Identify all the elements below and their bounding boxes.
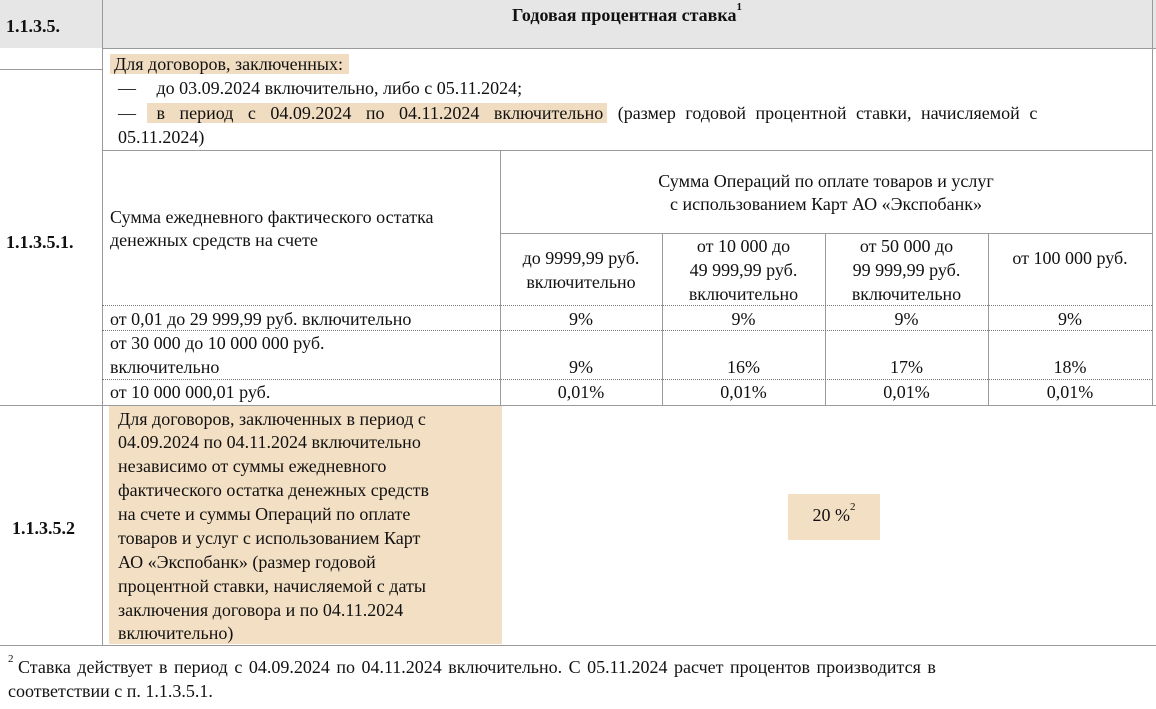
row-2-desc-line-6: товаров и услуг с использованием Карт (118, 528, 421, 548)
left-header-line-1: Сумма ежедневного фактического остатка (110, 207, 434, 227)
bullet-1-dash: — (118, 78, 136, 98)
bullet-2-dash: — (118, 103, 136, 123)
row-2-desc-line-4: фактического остатка денежных средств (118, 480, 429, 500)
section-title (102, 3, 1152, 27)
right-border (1152, 0, 1153, 405)
cell-3-1: 0,01% (557, 382, 605, 402)
section-number: 1.1.3.5. (6, 16, 60, 36)
row-label-2-line-2: включительно (110, 357, 220, 377)
row-label-2-line-1: от 30 000 до 10 000 000 руб. (110, 333, 325, 353)
bullet-1 (118, 76, 522, 100)
bullet-2-continuation: 05.11.2024) (118, 127, 205, 147)
row-label-1: от 0,01 до 29 999,99 руб. включительно (110, 309, 412, 329)
row-2-desc-line-5: на счете и суммы Операций по оплате (118, 504, 411, 524)
top-header-line-1: Сумма Операций по оплате товаров и услуг (658, 171, 994, 191)
col-header-3-line-2: 99 999,99 руб. (852, 260, 961, 280)
footnote-text-1: Ставка действует в период с 04.09.2024 по 04.11.2024 включительно. С 05.11.2024 расчет процентов производится в (18, 657, 936, 677)
rate-footnote-mark: 2 (850, 501, 856, 513)
row-border-1 (102, 305, 1152, 306)
top-header-line-2: с использованием Карт АО «Экспобанк» (670, 194, 982, 214)
number-col-border (102, 0, 103, 645)
col-header-1-line-1: до 9999,99 руб. (522, 248, 640, 268)
cell-2-2: 16% (727, 357, 760, 377)
col-header-3-line-1: от 50 000 до (859, 236, 954, 256)
cell-1-1: 9% (569, 309, 593, 329)
cell-1-2: 9% (731, 309, 756, 329)
cell-3-2: 0,01% (720, 382, 767, 402)
footnote-line-1 (8, 655, 1148, 679)
row-2-bottom-border (0, 645, 1156, 646)
number-col-split (0, 69, 102, 70)
row-2-desc-line-2: 04.09.2024 по 04.11.2024 включительно (118, 432, 421, 452)
row-2-desc-line-3: независимо от суммы ежедневного (118, 456, 387, 476)
section-title-text: Годовая процентная ставка (512, 5, 737, 25)
row-2-desc-line-1: Для договоров, заключенных в период с (118, 409, 426, 429)
cell-2-1: 9% (569, 357, 593, 377)
row-2-desc-line-8: процентной ставки, начисляемой с даты (118, 576, 426, 596)
row-2-desc-line-10: включительно) (118, 623, 234, 643)
cell-1-3: 9% (894, 309, 919, 329)
cell-2-4: 18% (1053, 357, 1087, 377)
row-1-number: 1.1.3.5.1. (6, 232, 74, 252)
header-bottom-border (102, 48, 1156, 49)
intro-bottom-border (102, 150, 1152, 151)
rate-text: 20 % (812, 505, 850, 525)
row-label-3: от 10 000 000,01 руб. (110, 382, 271, 402)
col-header-1-line-2: включительно (526, 272, 636, 292)
cell-1-4: 9% (1058, 309, 1082, 329)
col-header-2-line-3: включительно (688, 284, 799, 304)
col-header-2-line-2: 49 999,99 руб. (689, 260, 798, 280)
left-header-line-2: денежных средств на счете (110, 230, 318, 250)
cell-3-3: 0,01% (883, 382, 930, 402)
footnote-line-2: соответствии с п. 1.1.3.5.1. (8, 681, 213, 701)
cell-3-4: 0,01% (1046, 382, 1094, 402)
bullet-2 (118, 101, 1037, 125)
bullet-1-text: до 03.09.2024 включительно, либо с 05.11.2024; (156, 78, 523, 98)
row-2-desc-line-7: АО «Экспобанк» (размер годовой (118, 552, 376, 572)
bullet-2-highlight: в период с 04.09.2024 по 04.11.2024 включительно (147, 103, 608, 123)
row-2-desc-line-9: заключения договора и по 04.11.2024 (118, 600, 404, 620)
rate-value (788, 503, 880, 527)
footnote-mark: 2 (8, 653, 14, 665)
col-header-2-line-1: от 10 000 до (696, 236, 791, 256)
col-header-4-line-1: от 100 000 руб. (1012, 248, 1128, 268)
cell-2-3: 17% (890, 357, 923, 377)
intro-highlight: Для договоров, заключенных: (110, 54, 349, 74)
bullet-2-rest: (размер годовой процентной ставки, начисляемой с (617, 103, 1038, 123)
col-header-3-line-3: включительно (851, 284, 962, 304)
row-1-intro (110, 52, 349, 76)
title-footnote-mark: 1 (736, 1, 742, 13)
row-2-number: 1.1.3.5.2 (12, 518, 75, 538)
